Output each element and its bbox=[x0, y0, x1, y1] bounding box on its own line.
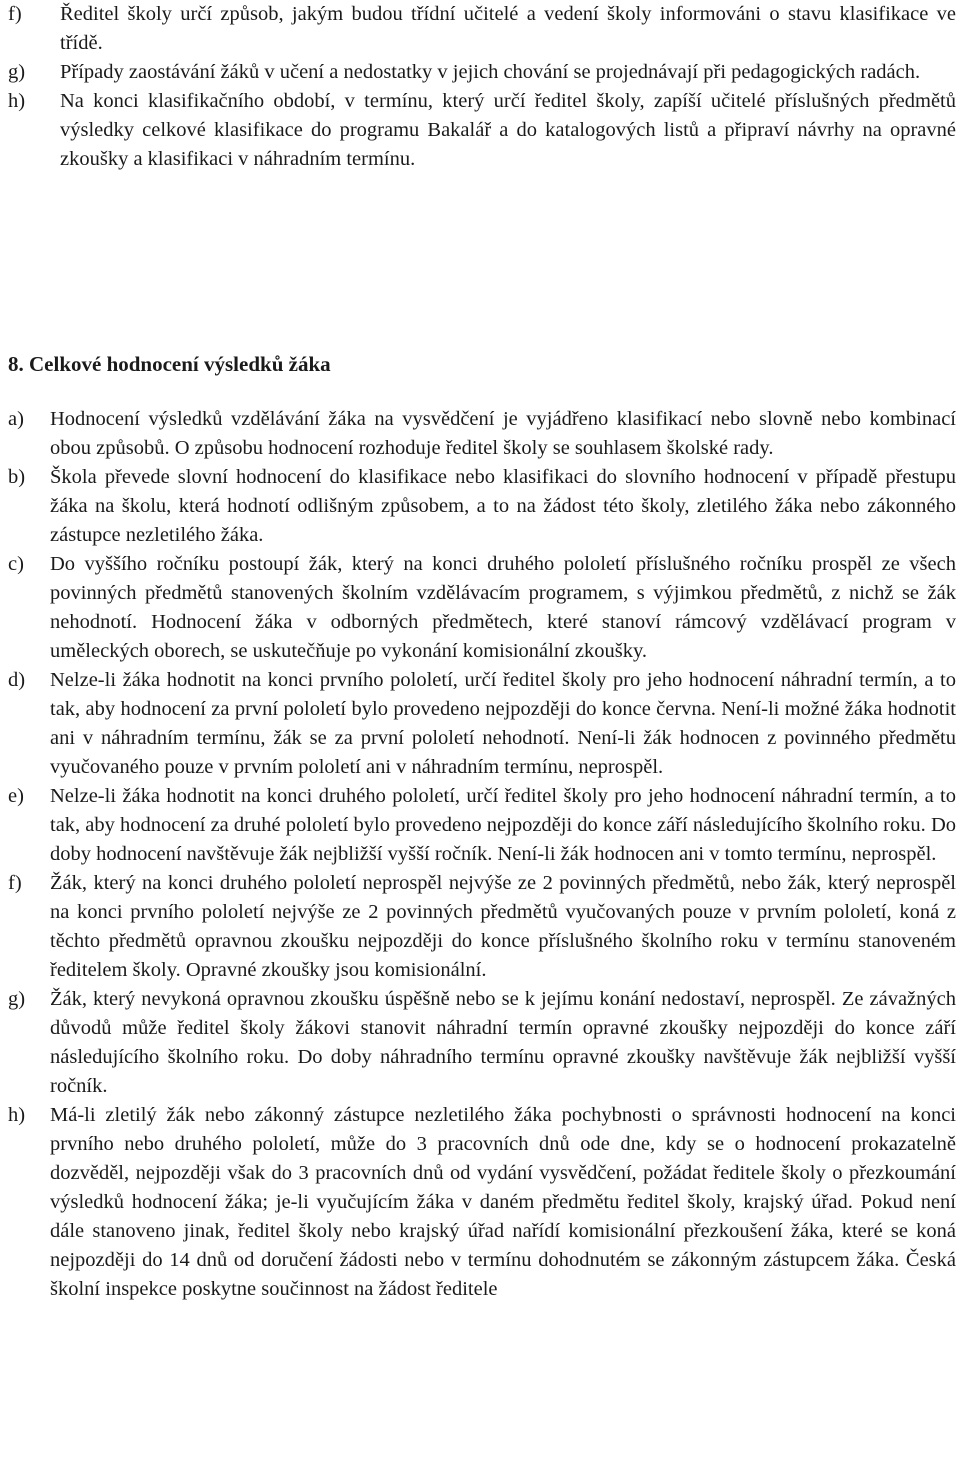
list-item bbox=[8, 58, 956, 87]
list-marker: h) bbox=[8, 90, 26, 112]
list-item-text: Hodnocení výsledků vzdělávání žáka na vysvědčení je vyjádřeno klasifikací nebo slovně nebo kombinací obou způsobů. O způsobu hodnocení rozhoduje ředitel školy se souhlasem školské rady. bbox=[50, 408, 956, 459]
list-item bbox=[8, 782, 956, 869]
list-item-text: Na konci klasifikačního období, v termínu, který určí ředitel školy, zapíší učitelé příslušných předmětů výsledky celkové klasifikace do programu Bakalář a do katalogových listů a připraví návrhy na opravné zkoušky a klasifikaci v náhradním termínu. bbox=[60, 90, 956, 170]
list-marker: f) bbox=[8, 872, 22, 894]
list-marker: c) bbox=[8, 553, 24, 575]
list-item-text: Žák, který na konci druhého pololetí neprospěl nejvýše ze 2 povinných předmětů, nebo žák, který neprospěl na konci prvního pololetí nejvýše ze 2 povinných předmětů vyučovaných pouze v prvním pololetí, koná z těchto předmětů opravnou zkoušku nejpozději do konce příslušného školního roku v termínu stanoveném ředitelem školy. Opravné zkoušky jsou komisionální. bbox=[50, 872, 956, 981]
list-item bbox=[8, 463, 956, 550]
list-item bbox=[8, 869, 956, 985]
list-marker: f) bbox=[8, 3, 22, 25]
list-marker: h) bbox=[8, 1104, 26, 1126]
list-item-text: Nelze-li žáka hodnotit na konci prvního pololetí, určí ředitel školy pro jeho hodnocení náhradní termín, a to tak, aby hodnocení za první pololetí bylo provedeno nejpozději do konce června. Není-li možné žáka hodnotit ani v náhradním termínu, žák se za první pololetí nehodnotí. Není-li žák hodnocen z povinného předmětu vyučovaného pouze v prvním pololetí ani v náhradním termínu, neprospěl. bbox=[50, 669, 956, 778]
list-item bbox=[8, 666, 956, 782]
list-item bbox=[8, 0, 956, 58]
list-item-text: Má-li zletilý žák nebo zákonný zástupce nezletilého žáka pochybnosti o správnosti hodnocení na konci prvního nebo druhého pololetí, může do 3 pracovních dnů ode dne, kdy se o hodnocení prokazatelně dozvěděl, nejpozději však do 3 pracovních dnů od vydání vysvědčení, požádat ředitele školy o přezkoumání výsledků hodnocení žáka; je-li vyučujícím žáka v daném předmětu ředitel školy, krajský úřad. Pokud není dále stanoveno jinak, ředitel školy nebo krajský úřad nařídí komisionální přezkoušení žáka, které se koná nejpozději do 14 dnů od doručení žádosti nebo v termínu dohodnutém se zákonným zástupcem žáka. Česká školní inspekce poskytne součinnost na žádost ředitele bbox=[50, 1104, 956, 1300]
list-item-text: Ředitel školy určí způsob, jakým budou třídní učitelé a vedení školy informováni o stavu klasifikace ve třídě. bbox=[60, 3, 956, 54]
list-item bbox=[8, 550, 956, 666]
list-item bbox=[8, 985, 956, 1101]
list-marker: b) bbox=[8, 466, 26, 488]
list-item bbox=[8, 87, 956, 174]
continued-list bbox=[8, 0, 956, 174]
list-marker: g) bbox=[8, 61, 26, 83]
list-marker: d) bbox=[8, 669, 26, 691]
section-heading: 8. Celkové hodnocení výsledků žáka bbox=[8, 352, 331, 376]
list-item-text: Případy zaostávání žáků v učení a nedostatky v jejich chování se projednávají při pedagogických radách. bbox=[60, 61, 921, 83]
list-item bbox=[8, 405, 956, 463]
list-item-text: Škola převede slovní hodnocení do klasifikace nebo klasifikaci do slovního hodnocení v případě přestupu žáka na školu, která hodnotí odlišným způsobem, a to na žádost této školy, zletilého žáka nebo zákonného zástupce nezletilého žáka. bbox=[50, 466, 956, 546]
list-marker: a) bbox=[8, 408, 24, 430]
list-marker: g) bbox=[8, 988, 26, 1010]
list-item bbox=[8, 1101, 956, 1304]
list-item-text: Do vyššího ročníku postoupí žák, který na konci druhého pololetí příslušného ročníku prospěl ze všech povinných předmětů stanovených školním vzdělávacím programem, s výjimkou předmětů, z nichž se žák nehodnotí. Hodnocení žáka v odborných předmětech, které stanoví rámcový vzdělávací program v uměleckých oborech, se uskutečňuje po vykonání komisionální zkoušky. bbox=[50, 553, 956, 662]
section-list bbox=[8, 405, 956, 1304]
list-marker: e) bbox=[8, 785, 24, 807]
list-item-text: Žák, který nevykoná opravnou zkoušku úspěšně nebo se k jejímu konání nedostaví, neprospěl. Ze závažných důvodů může ředitel školy žákovi stanovit náhradní termín opravné zkoušky nejpozději do konce září následujícího školního roku. Do doby náhradního termínu opravné zkoušky navštěvuje žák nejbližší vyšší ročník. bbox=[50, 988, 956, 1097]
list-item-text: Nelze-li žáka hodnotit na konci druhého pololetí, určí ředitel školy pro jeho hodnocení náhradní termín, a to tak, aby hodnocení za druhé pololetí bylo provedeno nejpozději do konce září následujícího školního roku. Do doby hodnocení navštěvuje žák nejbližší vyšší ročník. Není-li žák hodnocen ani v tomto termínu, neprospěl. bbox=[50, 785, 956, 865]
